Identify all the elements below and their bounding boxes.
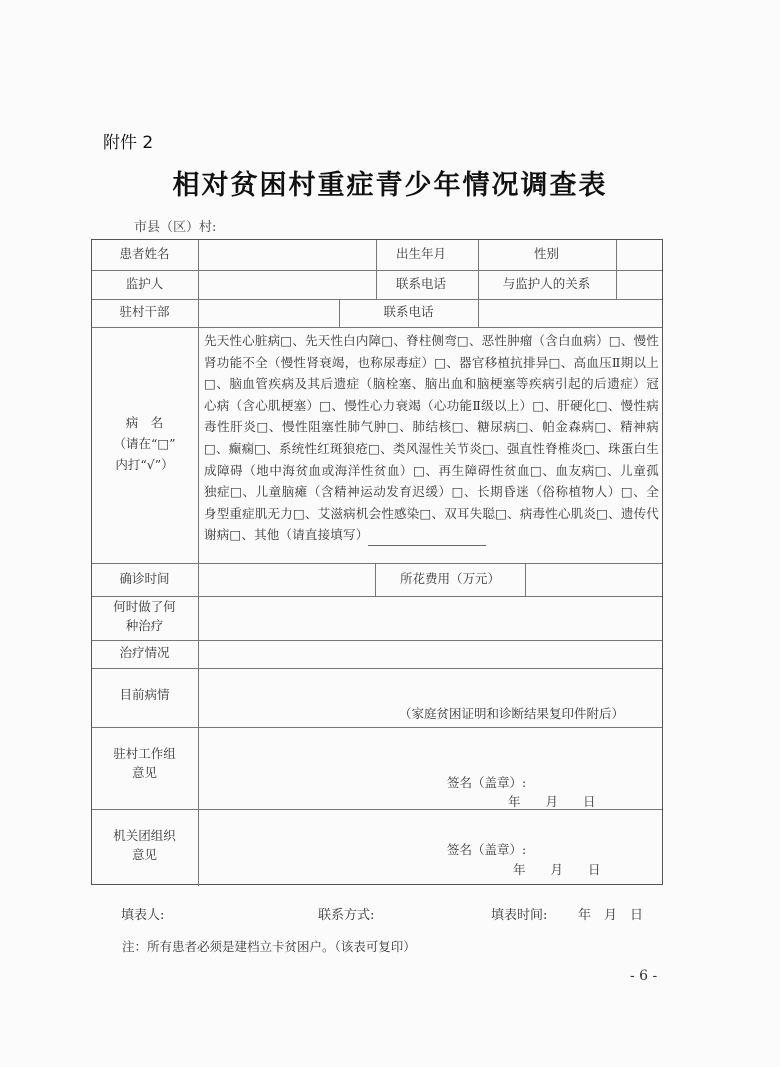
- other-disease-blank[interactable]: [368, 531, 486, 546]
- diagnosis-time-label: 确诊时间: [119, 570, 170, 586]
- org-line-1: 机关团组织: [113, 828, 176, 843]
- village-cadre-field[interactable]: [198, 298, 338, 326]
- cost-field[interactable]: [525, 562, 662, 595]
- relation-label: 与监护人的关系: [502, 275, 591, 291]
- org-label: [91, 826, 198, 864]
- disease-label-line-1: 病 名: [125, 415, 164, 430]
- page-number: - 6 -: [630, 968, 658, 984]
- guardian-label: 监护人: [125, 275, 164, 291]
- disease-checklist[interactable]: [204, 330, 659, 546]
- patient-name-label: 患者姓名: [119, 246, 170, 261]
- village-cadre-label: 驻村干部: [119, 304, 170, 319]
- form-title: 相对贫困村重症青少年情况调查表: [172, 170, 608, 201]
- cadre-phone-label: 联系电话: [383, 304, 434, 319]
- work-group-label: [91, 744, 198, 782]
- disease-options-text: 先天性心脏病□、先天性白内障□、脊柱侧弯□、恶性肿瘤（含白血病）□、慢性肾功能不全（慢性肾衰竭，也称尿毒症）□、器官移植抗排异□、高血压Ⅱ期以上□、脑血管疾病及其后遗症（脑栓塞、脑出血和脑梗塞等疾病引起的后遗症）冠心病（含心肌梗塞）□、慢性心力衰竭（心功能Ⅱ级以上）□、肝硬化□、慢性病毒性肝炎□、慢性阻塞性肺气肿□、肺结核□、糖尿病□、帕金森病□、精神病□、癫痫□、系统性红斑狼疮□、类风湿性关节炎□、强直性脊椎炎□、珠蛋白生成障碍（地中海贫血或海洋性贫血）□、再生障碍性贫血□、血友病□、儿童孤独症□、儿童脑瘫（含精神运动发育迟缓）□、长期昏迷（俗称植物人）□、全身型重症肌无力□、艾滋病机会性感染□、双耳失聪□、病毒性心肌炎□、遗传代谢病□、其他（请直接填写）: [204, 333, 659, 543]
- guardian-field[interactable]: [198, 269, 375, 298]
- org-opinion-field[interactable]: [198, 809, 662, 884]
- current-condition-label: 目前病情: [119, 687, 170, 702]
- disease-label-line-3: 内打“√”）: [115, 457, 174, 472]
- patient-name-field[interactable]: [198, 239, 375, 269]
- contact-label: 联系方式:: [318, 908, 375, 923]
- treatment-what-label: [91, 597, 198, 639]
- treatment-what-field[interactable]: [198, 595, 662, 639]
- contact-phone-label: 联系电话: [396, 275, 447, 291]
- footnote: 注：所有患者必须是建档立卡贫困户。（该表可复印）: [122, 939, 416, 954]
- fill-time-label: 填表时间:: [491, 908, 548, 923]
- attachment-label: 附件 2: [103, 133, 154, 153]
- treatment-status-label: 治疗情况: [119, 645, 170, 660]
- disease-label: [91, 412, 198, 475]
- work-group-line-2: 意见: [131, 765, 157, 780]
- work-group-line-1: 驻村工作组: [113, 746, 176, 761]
- work-group-date: 年 月 日: [508, 794, 596, 809]
- birth-label: 出生年月: [396, 246, 447, 261]
- diagnosis-time-field[interactable]: [198, 562, 374, 595]
- org-date: 年 月 日: [513, 862, 601, 877]
- cadre-phone-field[interactable]: [478, 298, 662, 326]
- current-condition-field[interactable]: [198, 667, 662, 705]
- gender-label: 性别: [533, 246, 559, 261]
- attachment-note: （家庭贫困证明和诊断结果复印件附后）: [399, 706, 625, 721]
- gender-field[interactable]: [616, 239, 662, 269]
- disease-label-line-2: （请在“□”: [113, 436, 176, 451]
- fill-date: 年 月 日: [578, 908, 644, 923]
- work-group-opinion-field[interactable]: [198, 726, 662, 808]
- treatment-what-line-2: 种治疗: [125, 618, 164, 633]
- relation-field[interactable]: [616, 269, 662, 298]
- county-line: 市县（区）村:: [134, 220, 217, 235]
- treatment-status-field[interactable]: [198, 639, 662, 667]
- org-line-2: 意见: [131, 847, 157, 862]
- org-sign: 签名（盖章）:: [447, 842, 527, 857]
- treatment-what-line-1: 何时做了何: [113, 599, 176, 614]
- cost-label: 所花费用（万元）: [399, 570, 500, 586]
- filler-label: 填表人:: [121, 908, 165, 923]
- work-group-sign: 签名（盖章）:: [447, 775, 527, 790]
